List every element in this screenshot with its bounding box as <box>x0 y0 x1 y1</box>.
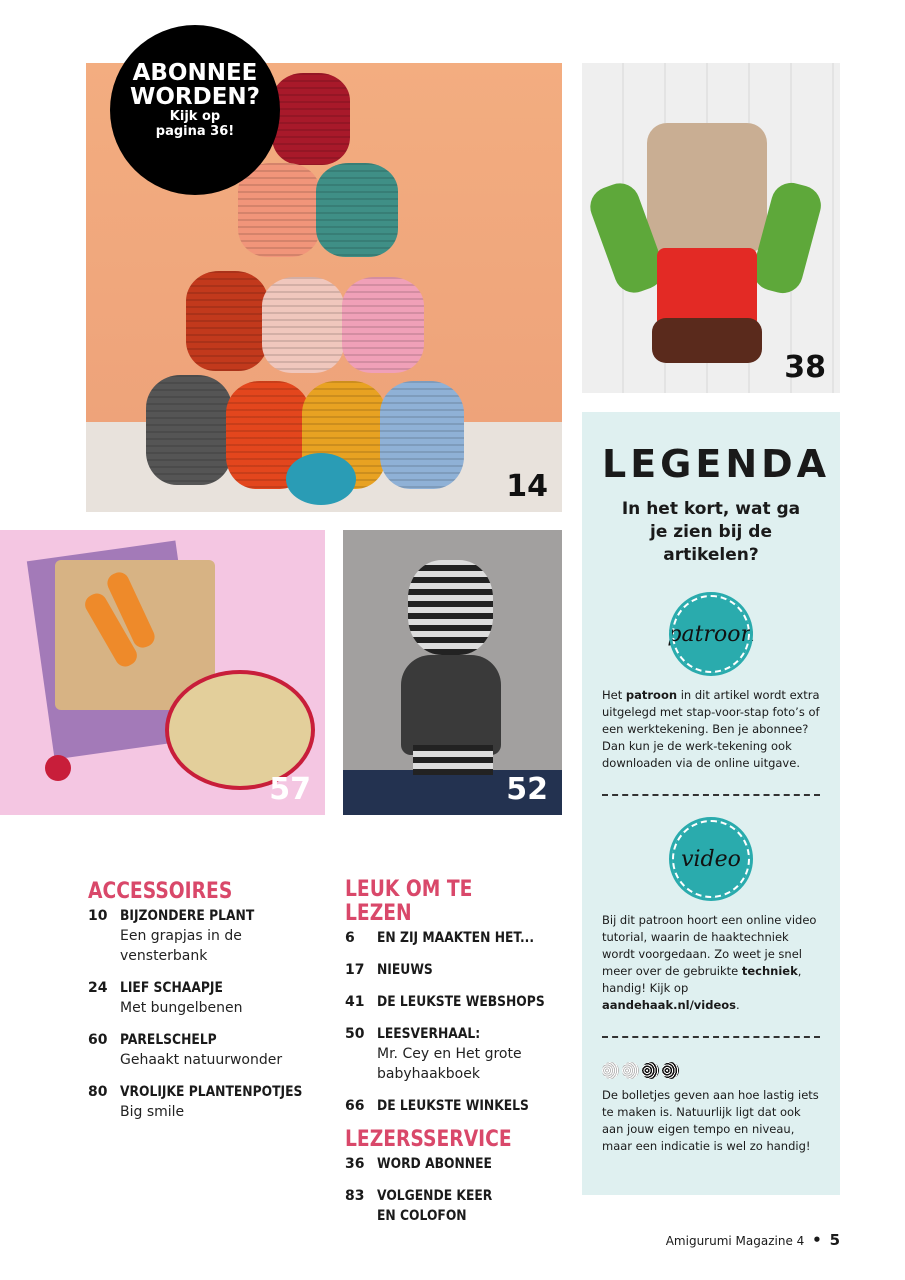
item-sub: Big smile <box>120 1104 185 1120</box>
page-ref: 50 <box>345 1026 365 1042</box>
dots-text: De bolletjes geven aan hoe lastig iets te maken is. Natuurlijk ligt dat ook aan jouw eigen tempo en niveau, maar een indicatie is wel zo handig! <box>602 1088 819 1153</box>
page-number: 14 <box>506 469 548 504</box>
photo-bunny[interactable] <box>582 63 840 393</box>
item-title: BIJZONDERE PLANT <box>120 908 255 924</box>
item-title: PARELSCHELP <box>120 1032 217 1048</box>
whale-toy <box>286 453 356 505</box>
legend-title: LEGENDA <box>602 442 831 486</box>
section-heading: LEUK OM TE LEZEN <box>345 877 473 926</box>
toc-item[interactable] <box>345 1154 575 1174</box>
page-ref: 10 <box>88 908 108 924</box>
section-heading: ACCESSOIRES <box>88 879 233 904</box>
item-title: LIEF SCHAAPJE <box>120 980 223 996</box>
item-title: VOLGENDE KEER <box>377 1188 493 1204</box>
page-footer <box>666 1231 840 1249</box>
item-title: VROLIJKE PLANTENPOTJES <box>120 1084 303 1100</box>
item-sub: Een grapjas in de vensterbank <box>120 928 242 964</box>
page-ref: 80 <box>88 1084 108 1100</box>
bullet: • <box>812 1231 822 1249</box>
yarn-ball-icon <box>602 1062 619 1079</box>
toc-item[interactable] <box>345 928 575 948</box>
toc-item[interactable] <box>345 992 575 1012</box>
page-ref: 83 <box>345 1188 365 1204</box>
page-ref: 66 <box>345 1098 365 1114</box>
difficulty-dots <box>602 1062 820 1079</box>
item-title: WORD ABONNEE <box>377 1156 492 1172</box>
item-sub: Mr. Cey en Het grote babyhaakboek <box>377 1046 522 1082</box>
patroon-icon: patroon <box>672 595 750 673</box>
toc-item[interactable] <box>345 1186 575 1226</box>
page-number: 57 <box>269 772 311 807</box>
page-ref: 36 <box>345 1156 365 1172</box>
yarn-ball-icon <box>622 1062 639 1079</box>
page-ref: 17 <box>345 962 365 978</box>
video-icon: video <box>672 820 750 898</box>
item-title: DE LEUKSTE WINKELS <box>377 1098 529 1114</box>
toc-item[interactable] <box>345 1024 575 1084</box>
item-title: EN COLOFON <box>377 1208 467 1224</box>
badge-line: WORDEN? <box>129 84 261 110</box>
toc-leuk <box>345 878 575 1226</box>
item-title: LEESVERHAAL: <box>377 1026 481 1042</box>
page-ref: 24 <box>88 980 108 996</box>
page-number: 38 <box>784 350 826 385</box>
photo-zebra[interactable] <box>343 530 562 815</box>
toc-item[interactable] <box>345 960 575 980</box>
yarn-ball-icon <box>662 1062 679 1079</box>
toc-accessoires <box>88 880 338 1122</box>
video-text: Bij dit patroon hoort een online video tutorial, waarin de haaktechniek wordt voorgedaan. Zo weet je snel meer over de gebruikte techniek, handig! Kijk op aandehaak.nl/videos. <box>602 913 817 1012</box>
divider <box>602 794 820 796</box>
item-sub: Gehaakt natuurwonder <box>120 1052 283 1068</box>
toc-item[interactable] <box>345 1096 575 1116</box>
divider <box>602 1036 820 1038</box>
folio: 5 <box>829 1231 840 1249</box>
badge-line: pagina 36! <box>155 124 235 139</box>
page-ref: 6 <box>345 930 355 946</box>
item-title: DE LEUKSTE WEBSHOPS <box>377 994 545 1010</box>
item-sub: Met bungelbenen <box>120 1000 243 1016</box>
toc-item[interactable] <box>88 1082 338 1122</box>
magazine-name: Amigurumi Magazine 4 <box>665 1234 805 1248</box>
badge-line: ABONNEE <box>132 60 258 86</box>
yarn-ball-icon <box>642 1062 659 1079</box>
page-ref: 41 <box>345 994 365 1010</box>
item-title: EN ZIJ MAAKTEN HET... <box>377 930 535 946</box>
page-number: 52 <box>506 772 548 807</box>
toc-item[interactable] <box>88 1030 338 1070</box>
photo-carrots[interactable] <box>0 530 325 815</box>
page-ref: 60 <box>88 1032 108 1048</box>
patroon-text: Het patroon in dit artikel wordt extra uitgelegd met stap-voor-stap foto’s of een werktekening. Ben je abonnee? Dan kun je de werk-tekening ook downloaden via de online uitgave. <box>602 688 820 770</box>
toc-item[interactable] <box>88 906 338 966</box>
badge-line: Kijk op <box>169 109 221 124</box>
legend-subtitle: In het kort, wat ga je zien bij de artikelen? <box>621 499 801 565</box>
toc-item[interactable] <box>88 978 338 1018</box>
legend-panel <box>582 412 840 1195</box>
subscribe-badge[interactable] <box>110 25 280 195</box>
item-title: NIEUWS <box>377 962 433 978</box>
section-heading: LEZERSSERVICE <box>345 1127 512 1152</box>
